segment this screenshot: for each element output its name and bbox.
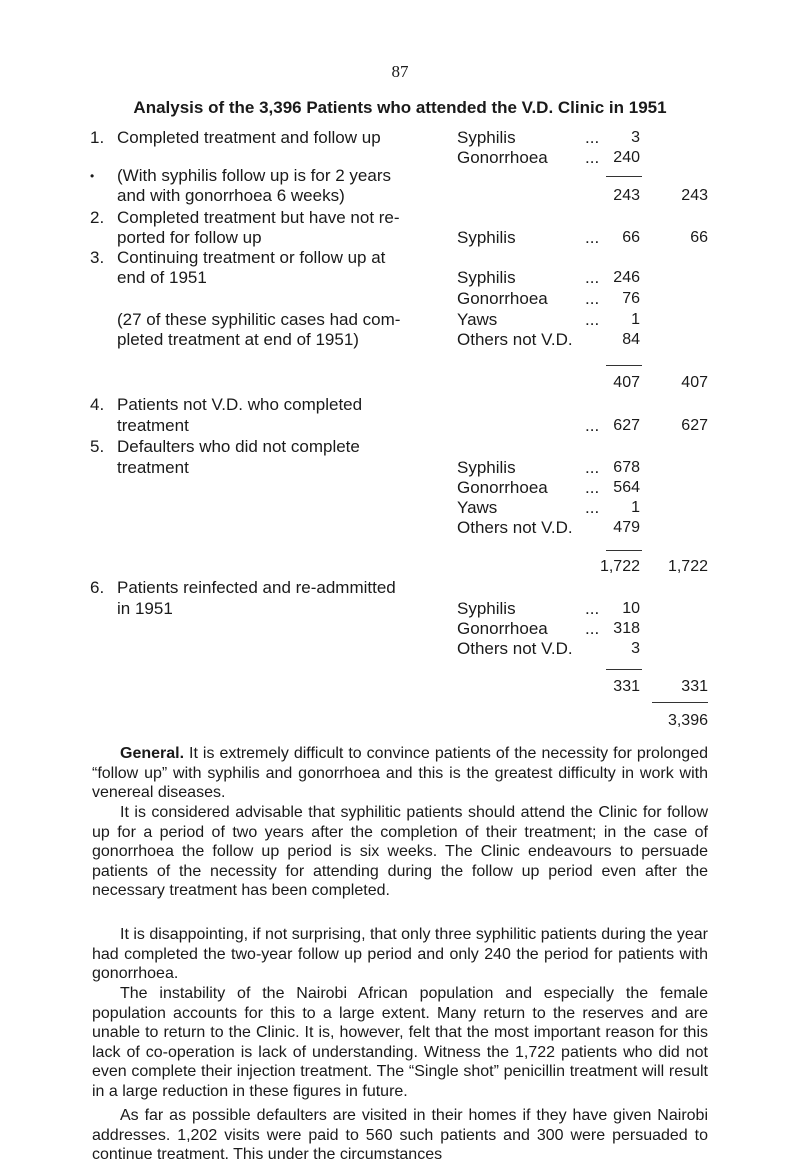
section-line: Completed treatment and follow up — [117, 128, 381, 147]
section-note: (With syphilis follow up is for 2 years — [117, 166, 391, 185]
item-label: Gonorrhoea — [457, 289, 548, 308]
item-value: 240 — [613, 149, 640, 166]
bullet-mark: • — [90, 169, 95, 183]
section-note: and with gonorrhoea 6 weeks) — [117, 186, 345, 205]
rule — [606, 365, 642, 366]
section-line: treatment — [117, 416, 189, 435]
subtotal: 407 — [613, 374, 640, 391]
item-value: 678 — [613, 459, 640, 476]
section-line: Completed treatment but have not re- — [117, 208, 400, 227]
item-value: 10 — [622, 600, 640, 617]
item-label: Syphilis — [457, 268, 516, 287]
paragraph-text: It is disappointing, if not surprising, that only three syphilitic patients during the year had completed the two-year follow up period and only 240 the period for patients with gonorrhoea. — [92, 926, 708, 982]
section-total: 66 — [690, 229, 708, 246]
paragraph-text: The instability of the Nairobi African population and especially the female population accounts for this to a large extent. Many return to the reserves and are unable to return to the Clinic. It is, however, felt that the most important reason for this lack of co-operation is lack of understanding. Witness the 1,722 patients who did not even complete their injection treatment. The “Single shot” penicillin treatment will result in a large reduction in these figures in future. — [92, 985, 708, 1100]
item-dots: ... — [585, 498, 600, 517]
section-total: 243 — [681, 187, 708, 204]
item-value: 1 — [631, 499, 640, 516]
page-number: 87 — [391, 62, 409, 81]
item-label: Yaws — [457, 310, 498, 329]
item-dots: ... — [585, 478, 600, 497]
subtotal: 331 — [613, 678, 640, 695]
item-value: 318 — [613, 620, 640, 637]
item-dots: ... — [585, 416, 600, 435]
paragraph-lead: General. — [120, 745, 185, 762]
section-number: 4. — [90, 395, 105, 414]
subtotal: 627 — [613, 417, 640, 434]
item-value: 479 — [613, 519, 640, 536]
paragraph-text: It is considered advisable that syphilitic patients should attend the Clinic for follow up for a period of two years after the completion of their treatment; in the case of gonorrhoea the follow up period is six weeks. The Clinic endeavours to persuade patients of the necessity for attending during the follow up period even after the necessary treatment has been completed. — [92, 804, 708, 899]
item-dots: ... — [585, 289, 600, 308]
item-dots: ... — [585, 310, 600, 329]
item-dots: ... — [585, 599, 600, 618]
item-value: 84 — [622, 331, 640, 348]
subtotal: 1,722 — [599, 558, 640, 575]
item-label: Gonorrhoea — [457, 148, 548, 167]
item-label: Yaws — [457, 498, 498, 517]
section-total: 627 — [681, 417, 708, 434]
item-value: 246 — [613, 269, 640, 286]
item-label: Syphilis — [457, 599, 516, 618]
section-line: in 1951 — [117, 599, 173, 618]
item-value: 1 — [631, 311, 640, 328]
section-line: end of 1951 — [117, 268, 207, 287]
paragraph — [92, 925, 708, 984]
section-line: Defaulters who did not complete — [117, 437, 360, 456]
item-dots: ... — [585, 458, 600, 477]
item-label: Gonorrhoea — [457, 478, 548, 497]
item-value: 66 — [622, 229, 640, 246]
item-label: Gonorrhoea — [457, 619, 548, 638]
item-value: 76 — [622, 290, 640, 307]
rule — [652, 702, 708, 703]
rule — [606, 176, 642, 177]
item-value: 564 — [613, 479, 640, 496]
item-label: Others not V.D. — [457, 330, 573, 349]
item-dots: ... — [585, 619, 600, 638]
section-total: 407 — [681, 374, 708, 391]
rule — [606, 550, 642, 551]
section-number: 2. — [90, 208, 105, 227]
item-dots: ... — [585, 148, 600, 167]
paragraph — [92, 803, 708, 901]
section-total: 1,722 — [667, 558, 708, 575]
item-dots: ... — [585, 268, 600, 287]
subtotal: 243 — [613, 187, 640, 204]
item-label: Others not V.D. — [457, 518, 573, 537]
section-line: Patients reinfected and re-admmitted — [117, 578, 396, 597]
section-line: Continuing treatment or follow up at — [117, 248, 386, 267]
item-value: 3 — [631, 640, 640, 657]
item-label: Syphilis — [457, 228, 516, 247]
section-total: 331 — [681, 678, 708, 695]
section-number: 6. — [90, 578, 105, 597]
grand-total: 3,396 — [667, 712, 708, 729]
section-number: 3. — [90, 248, 105, 267]
section-note: pleted treatment at end of 1951) — [117, 330, 359, 349]
item-label: Syphilis — [457, 128, 516, 147]
item-dots: ... — [585, 228, 600, 247]
item-value: 3 — [631, 129, 640, 146]
paragraph-text: It is extremely difficult to convince patients of the necessity for prolonged “follow up” with syphilis and gonorrhoea and this is the greatest difficulty in work with venereal diseases. — [92, 745, 708, 801]
page-title: Analysis of the 3,396 Patients who attended the V.D. Clinic in 1951 — [133, 98, 667, 117]
item-label: Syphilis — [457, 458, 516, 477]
section-number: 5. — [90, 437, 105, 456]
item-dots: ... — [585, 128, 600, 147]
paragraph — [92, 984, 708, 1101]
rule — [606, 669, 642, 670]
section-line: ported for follow up — [117, 228, 262, 247]
section-note: (27 of these syphilitic cases had com- — [117, 310, 401, 329]
paragraph — [92, 744, 708, 803]
section-number: 1. — [90, 128, 105, 147]
section-line: Patients not V.D. who completed — [117, 395, 363, 414]
paragraph — [92, 1106, 708, 1165]
paragraph-text: As far as possible defaulters are visited in their homes if they have given Nairobi addresses. 1,202 visits were paid to 560 such patients and 300 were persuaded to continue treatment. This under the circumstances — [92, 1107, 708, 1163]
item-label: Others not V.D. — [457, 639, 573, 658]
section-line: treatment — [117, 458, 189, 477]
